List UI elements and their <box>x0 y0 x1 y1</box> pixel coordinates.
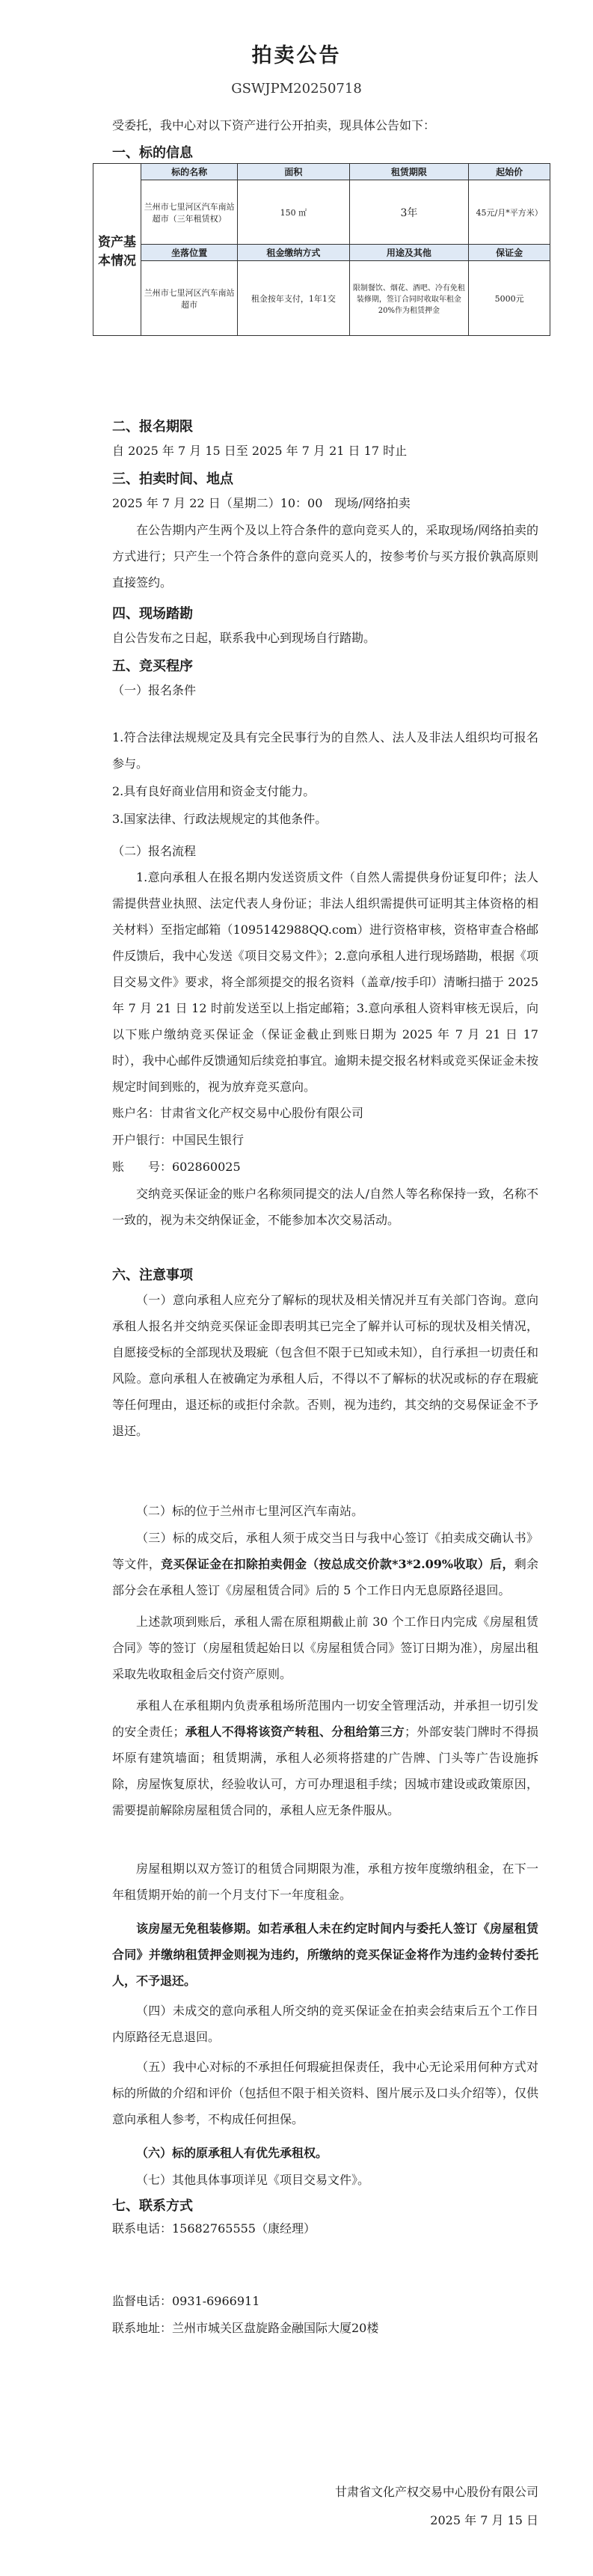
contact-address: 联系地址：兰州市城关区盘旋路金融国际大厦20楼 <box>112 2321 379 2335</box>
table-header: 租金缴纳方式 <box>238 245 349 261</box>
table-header: 标的名称 <box>141 164 238 180</box>
table-cell: 150 ㎡ <box>238 180 349 245</box>
account-number: 账 号：602860025 <box>112 1160 241 1174</box>
account-bank: 开户银行：中国民生银行 <box>112 1133 245 1147</box>
supervision-phone: 监督电话：0931-6966911 <box>112 2294 260 2308</box>
table-cell: 5000元 <box>469 261 550 336</box>
table-cell: 3年 <box>349 180 469 245</box>
note-5: （五）我中心对标的不承担任何瑕疵担保责任，我中心无论采用何种方式对标的所做的介绍和评价（包括但不限于相关资料、图片展示及口头介绍等），仅供意向承租人参考，不构成任何担保。 <box>112 2060 538 2126</box>
asset-label: 资产基本情况 <box>93 164 141 336</box>
note-3-no-free-period: 该房屋无免租装修期。如若承租人未在约定时间内与委托人签订《房屋租赁合同》并缴纳租赁押金则视为违约，所缴纳的竞买保证金将作为违约金转付委托人，不予退还。 <box>112 1921 538 1988</box>
table-header: 租赁期限 <box>349 164 469 180</box>
note-3-rent: 房屋租期以双方签订的租赁合同期限为准，承租方按年度缴纳租金，在下一年租赁期开始的前一个月支付下一年度租金。 <box>112 1861 538 1902</box>
site-visit-text: 自公告发布之日起，联系我中心到现场自行踏勘。 <box>112 631 376 645</box>
auction-time: 2025 年 7 月 22 日（星期二）10：00 现场/网络拍卖 <box>112 496 411 510</box>
sub-heading-conditions: （一）报名条件 <box>112 683 197 697</box>
note-7: （七）其他具体事项详见《项目交易文件》。 <box>136 2173 370 2187</box>
table-cell: 45元/月*平方米） <box>469 180 550 245</box>
sub-heading-process: （二）报名流程 <box>112 844 197 858</box>
asset-table <box>93 163 550 336</box>
section-3-heading: 三、拍卖时间、地点 <box>112 471 233 487</box>
section-5-heading: 五、竞买程序 <box>112 658 193 674</box>
note-3-safety: 承租人在承租期内负责承租场所范围内一切安全管理活动，并承担一切引发的安全责任；承租人不得将该资产转租、分租给第三方；外部安装门牌时不得损坏原有建筑墙面；租赁期满，承租人必须将搭建的广告牌、门头等广告设施拆除，房屋恢复原状，经验收认可，方可办理退租手续；因城市建设或政策原因，需要提前解除房屋租赁合同的，承租人应无条件服从。 <box>112 1698 538 1817</box>
document-number: GSWJPM20250718 <box>231 81 362 97</box>
contact-phone: 联系电话：15682765555（康经理） <box>112 2221 316 2236</box>
page-title: 拍卖公告 <box>251 44 342 67</box>
account-name: 账户名：甘肃省文化产权交易中心股份有限公司 <box>112 1106 364 1120</box>
table-header: 用途及其他 <box>349 245 469 261</box>
intro-paragraph: 受委托，我中心对以下资产进行公开拍卖，现具体公告如下： <box>112 118 436 132</box>
condition-item: 1.符合法律法规规定及具有完全民事行为的自然人、法人及非法人组织均可报名参与。 <box>112 730 538 771</box>
table-header: 坐落位置 <box>141 245 238 261</box>
note-4: （四）未成交的意向承租人所交纳的竞买保证金在拍卖会结束后五个工作日内原路径无息退回。 <box>112 2004 538 2044</box>
table-cell: 限制餐饮、烟花、酒吧、冷有免租装修期，签订合同时收取年租金20%作为租赁押金 <box>349 261 469 336</box>
section-4-heading: 四、现场踏勘 <box>112 606 193 622</box>
note-1: （一）意向承租人应充分了解标的现状及相关情况并互有关部门咨询。意向承租人报名并交纳竞买保证金即表明其已完全了解并认可标的现状及相关情况，自愿接受标的全部现状及瑕疵（包含但不限于已知或未知），自行承担一切责任和风险。意向承租人在被确定为承租人后，不得以不了解标的状况或标的存在瑕疵等任何理由，退还标的或拒付余款。否则，视为违约，其交纳的交易保证金不予退还。 <box>112 1293 538 1438</box>
table-header: 起始价 <box>469 164 550 180</box>
note-6: （六）标的原承租人有优先承租权。 <box>136 2146 328 2160</box>
section-1-heading: 一、标的信息 <box>112 145 193 161</box>
signature-date: 2025 年 7 月 15 日 <box>430 2513 538 2527</box>
registration-period: 自 2025 年 7 月 15 日至 2025 年 7 月 21 日 17 时止 <box>112 444 408 458</box>
section-2-heading: 二、报名期限 <box>112 419 193 435</box>
table-header: 面积 <box>238 164 349 180</box>
process-text: 1.意向承租人在报名期内发送资质文件（自然人需提供身份证复印件；法人需提供营业执照、法定代表人身份证；非法人组织需提供可证明其主体资格的相关材料）至指定邮箱（1095142988QQ.com）进行资格审核，资格审查合格邮件反馈后，我中心发送《项目交易文件》；2.意向承租人进行现场踏勘，根据《项目交易文件》要求，将全部须提交的报名资料（盖章/按手印）清晰扫描于 2025 年 7 月 21 日 12 时前发送至以上指定邮箱；3.意向承租人资料审核无误后，向以下账户缴纳竞买保证金（保证金截止到账日期为 2025 年 7 月 21 日 17 时），我中心邮件反馈通知后续竞拍事宜。逾期未提交报名材料或竞买保证金未按规定时间到账的，视为放弃竞买意向。 <box>112 870 538 1094</box>
table-cell: 兰州市七里河区汽车南站超市（三年租赁权） <box>141 180 238 245</box>
auction-method: 在公告期内产生两个及以上符合条件的意向竞买人的，采取现场/网络拍卖的方式进行；只产生一个符合条件的意向竞买人的，按参考价与买方报价孰高原则直接签约。 <box>112 523 538 590</box>
note-3: （三）标的成交后，承租人须于成交当日与我中心签订《拍卖成交确认书》等文件，竞买保证金在扣除拍卖佣金（按总成交价款*3*2.09%收取）后，剩余部分会在承租人签订《房屋租赁合同》后的 5 个工作日内无息原路径退回。 <box>112 1531 538 1597</box>
signature-organization: 甘肃省文化产权交易中心股份有限公司 <box>334 2485 538 2499</box>
condition-item: 3.国家法律、行政法规规定的其他条件。 <box>112 812 328 826</box>
section-6-heading: 六、注意事项 <box>112 1267 193 1283</box>
deposit-note: 交纳竞买保证金的账户名称须同提交的法人/自然人等名称保持一致，名称不一致的，视为未交纳保证金，不能参加本次交易活动。 <box>112 1187 538 1227</box>
section-7-heading: 七、联系方式 <box>112 2198 193 2214</box>
condition-item: 2.具有良好商业信用和资金支付能力。 <box>112 784 316 798</box>
table-cell: 兰州市七里河区汽车南站超市 <box>141 261 238 336</box>
note-3-payment: 上述款项到账后，承租人需在原租期截止前 30 个工作日内完成《房屋租赁合同》等的签订（房屋租赁起始日以《房屋租赁合同》签订日期为准），房屋出租采取先收取租金后交付资产原则。 <box>112 1615 538 1681</box>
note-2: （二）标的位于兰州市七里河区汽车南站。 <box>136 1504 364 1518</box>
table-cell: 租金按年支付，1年1交 <box>238 261 349 336</box>
table-header: 保证金 <box>469 245 550 261</box>
